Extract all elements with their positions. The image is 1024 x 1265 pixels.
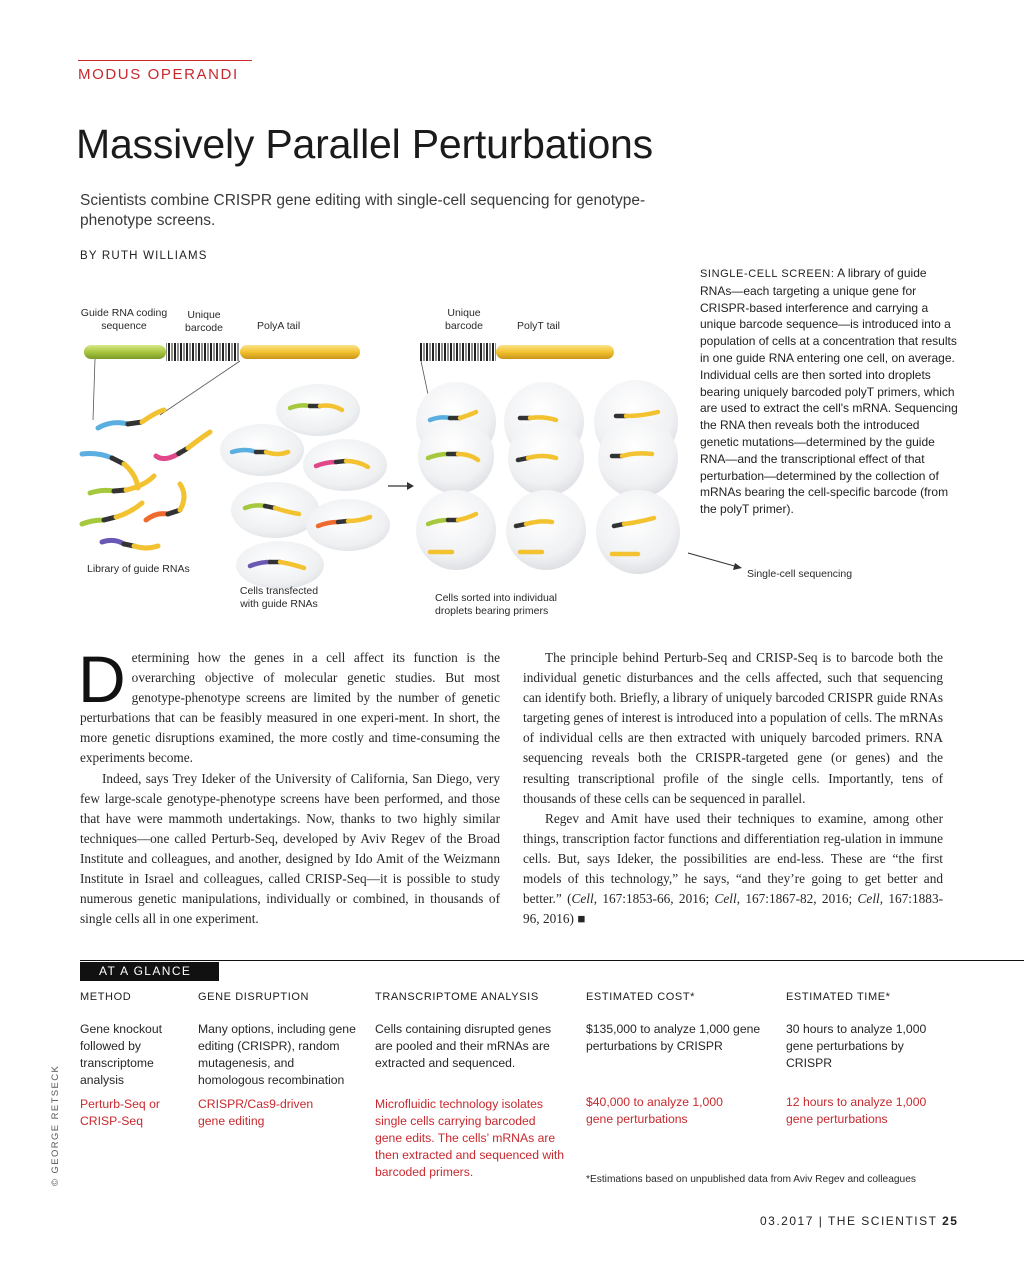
- page-folio: [760, 1214, 958, 1228]
- citation-3-rest: , 167:1883-96, 2016) ■: [523, 891, 944, 927]
- paragraph-4-text: Regev and Amit have used their techniques to examine, among other things, transcription factor functions and differentiation reg-ulation in immune cells. But, says Ideker, the possibilities are end-less. These are “the first models of this technology,” he says, “and they’re going to get better and better.” (: [523, 810, 943, 907]
- glance-rule: [80, 960, 1024, 961]
- byline: BY RUTH WILLIAMS: [80, 250, 208, 262]
- guide-rna-library: [82, 410, 210, 548]
- old-disruption: Many options, including gene editing (CRISPR), random mutagenesis, and homologous recombination: [198, 1022, 356, 1087]
- old-method: Gene knockout followed by transcriptome analysis: [80, 1022, 162, 1087]
- droplets: [416, 380, 680, 574]
- cells-transfected-label: Cells transfected with guide RNAs: [239, 585, 319, 610]
- section-rule: [78, 60, 252, 61]
- old-time: 30 hours to analyze 1,000 gene perturbations by CRISPR: [786, 1022, 927, 1070]
- barcode-bar: [166, 343, 240, 361]
- barcode-bar-2: [420, 343, 496, 361]
- paragraph-1: [78, 642, 500, 769]
- subtitle: Scientists combine CRISPR gene editing with single-cell sequencing for genotype-phenotype screens.: [80, 192, 646, 229]
- old-transcriptome: Cells containing disrupted genes are pooled and their mRNAs are extracted and sequenced.: [375, 1022, 552, 1070]
- paragraph-4: [523, 809, 943, 930]
- glance-tab: AT A GLANCE: [80, 962, 219, 981]
- section-label: MODUS OPERANDI: [78, 66, 239, 83]
- citation-1-rest: , 167:1853-66, 2016;: [593, 891, 715, 907]
- citation-1: Cell: [571, 891, 594, 907]
- glance-footnote: *Estimations based on unpublished data from Aviv Regev and colleagues: [586, 1174, 916, 1185]
- polyt-label: PolyT tail: [517, 320, 560, 332]
- old-cost: $135,000 to analyze 1,000 gene perturbations by CRISPR: [586, 1022, 761, 1053]
- caption-lead: SINGLE-CELL SCREEN:: [700, 268, 835, 280]
- transfected-cells: [220, 384, 390, 589]
- polyt-tail-bar: [496, 345, 614, 359]
- header-time: ESTIMATED TIME*: [786, 991, 891, 1003]
- unique-barcode-label-2: Unique barcode: [445, 307, 483, 332]
- article-column-1: [78, 642, 500, 929]
- guide-rna-label: Guide RNA coding sequence: [80, 307, 168, 332]
- article-column-2: [523, 648, 943, 929]
- new-method: Perturb-Seq or CRISP-Seq: [80, 1097, 160, 1128]
- paragraph-2: Indeed, says Trey Ideker of the University of California, San Diego, very few large-scale genotype-phenotype screens have been performed, and those that have were mammoth undertakings. Now, thanks to two highly similar techniques—one called Perturb-Seq, developed by Aviv Regev of the Broad Institute and colleagues, and another, designed by Ido Amit of the Weizmann Institute in Israel and colleagues, called CRISP-Seq—it is possible to study numerous genetic manipulations, individually or combined, in thousands of single cells all in one experiment.: [80, 770, 500, 927]
- library-label: Library of guide RNAs: [87, 563, 190, 575]
- polya-label: PolyA tail: [257, 320, 301, 332]
- citation-2: Cell: [714, 891, 737, 907]
- paragraph-3: The principle behind Perturb-Seq and CRISP-Seq is to barcode both the individual genetic disturbances and the cells affected, such that sequencing can identify both. Briefly, a library of uniquely barcoded CRISPR guide RNAs targeting genes of interest is introduced into a population of cells. The mRNAs of individual cells are then extracted with uniquely barcoded primers. RNA sequencing reveals both the CRISPR-targeted gene (or genes) and the resulting transcriptional profile of the single cells. Importantly, tens of thousands of these cells can be sequenced in parallel.: [523, 650, 943, 806]
- droplets-label: Cells sorted into individual droplets bearing primers: [435, 592, 557, 617]
- drop-cap: D: [78, 642, 126, 716]
- folio-issue: 03.2017 | THE SCIENTIST: [760, 1214, 943, 1228]
- crispr-figure: [0, 295, 1024, 625]
- new-time: 12 hours to analyze 1,000 gene perturbations: [786, 1095, 927, 1126]
- new-disruption: CRISPR/Cas9-driven gene editing: [198, 1097, 314, 1128]
- header-cost: ESTIMATED COST*: [586, 991, 696, 1003]
- new-cost: $40,000 to analyze 1,000 gene perturbations: [586, 1095, 723, 1126]
- photo-credit: © GEORGE RETSECK: [50, 1064, 61, 1186]
- header-gene-disruption: GENE DISRUPTION: [198, 991, 310, 1003]
- page-title: Massively Parallel Perturbations: [76, 121, 653, 167]
- paragraph-1-text: etermining how the genes in a cell affect its function is the overarching objective of molecular genetic studies. But most genotype-phenotype screens are limited by the number of genetic perturbations that can be feasibly measured in one experi-ment. In short, the more genetic disruptions examined, the more costly and time-consuming the experiments become.: [80, 650, 500, 766]
- guide-coding-bar: [84, 345, 166, 359]
- new-transcriptome: Microfluidic technology isolates single cells carrying barcoded gene edits. The cells’ mRNAs are then extracted and sequenced with barcoded primers.: [375, 1097, 565, 1179]
- citation-3: Cell: [857, 891, 880, 907]
- citation-2-rest: , 167:1867-82, 2016;: [736, 891, 858, 907]
- polya-tail-bar: [240, 345, 360, 359]
- unique-barcode-label: Unique barcode: [185, 309, 223, 334]
- caption-text: A library of guide RNAs—each targeting a unique gene for CRISPR-based interference and carrying a unique barcode sequence—is introduced into a population of cells at a concentration that results in one guide RNA entering one cell, on average. Individual cells are then sorted into droplets bearing uniquely barcoded polyT primers, which are used to extract the cell's mRNA. Sequencing the RNA then reveals both the introduced genetic mutations—determined by the guide RNA—and the transcriptional effect of that perturbation—determined by the collection of mRNAs bearing the cell-specific barcode (from the polyT primer).: [700, 266, 958, 517]
- header-method: METHOD: [80, 991, 132, 1003]
- folio-page-number: 25: [942, 1214, 959, 1228]
- sequencing-arrow: [688, 553, 738, 567]
- header-transcriptome: TRANSCRIPTOME ANALYSIS: [375, 991, 539, 1003]
- sequencing-label: Single-cell sequencing: [747, 568, 853, 580]
